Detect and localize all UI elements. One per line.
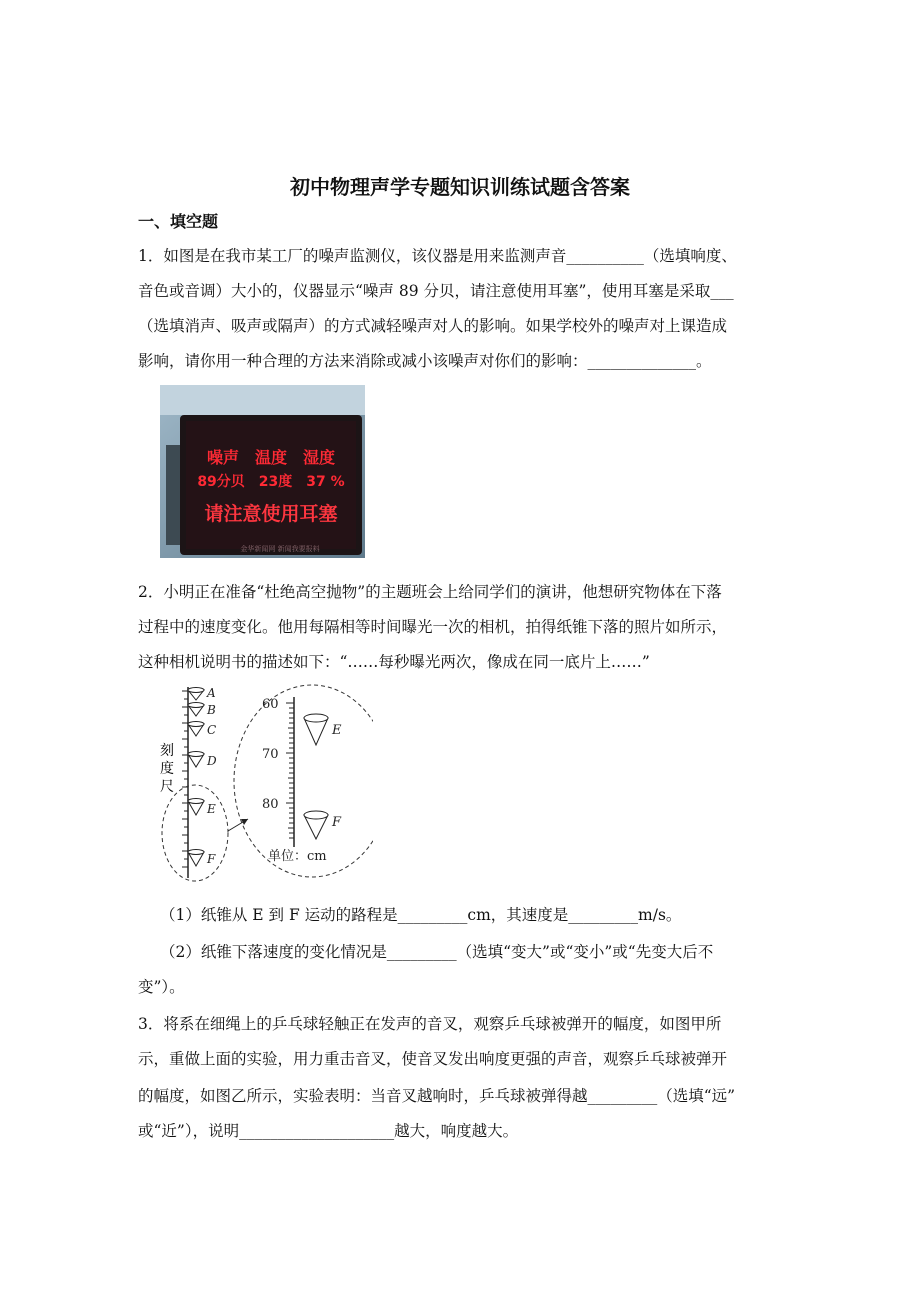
q1-line-2: 音色或音调）大小的，仪器显示“噪声 89 分贝，请注意使用耳塞”，使用耳塞是采取___ xyxy=(138,282,734,300)
zoom-tick-80: 80 xyxy=(262,797,279,812)
falling-cone-figure xyxy=(158,683,373,888)
q2-line-3: 这种相机说明书的描述如下：“……每秒曝光两次，像成在同一底片上……” xyxy=(138,653,650,671)
unit-label: 单位：cm xyxy=(268,849,327,864)
point-label-b: B xyxy=(207,703,216,717)
zoom-label-e: E xyxy=(332,723,342,738)
ruler-label-3: 尺 xyxy=(160,779,174,795)
q2-line-2: 过程中的速度变化。他用每隔相等时间曝光一次的相机，拍得纸锥下落的照片如所示， xyxy=(138,618,728,636)
sign-row-3: 请注意使用耳塞 xyxy=(204,503,338,525)
zoom-tick-70: 70 xyxy=(262,747,279,762)
q2-sub2-line-1: （2）纸锥下落速度的变化情况是_________（选填“变大”或“变小”或“先变大后不 xyxy=(160,943,714,961)
point-label-f: F xyxy=(207,852,216,866)
ruler-label-1: 刻 xyxy=(160,743,174,759)
point-label-d: D xyxy=(207,754,217,768)
section-heading: 一、填空题 xyxy=(138,212,219,231)
point-label-a: A xyxy=(207,686,216,700)
q2-sub1: （1）纸锥从 E 到 F 运动的路程是_________cm，其速度是_________m/s。 xyxy=(160,906,682,924)
q3-line-2: 示，重做上面的实验，用力重击音叉，使音叉发出响度更强的声音，观察乒乓球被弹开 xyxy=(138,1050,728,1068)
photo-caption: 金华新闻网 新闻我要报料 xyxy=(240,545,320,553)
zoom-tick-60: 60 xyxy=(262,697,279,712)
point-label-e: E xyxy=(207,802,216,816)
noise-monitor-photo xyxy=(160,385,365,558)
ruler-label-2: 度 xyxy=(160,761,174,777)
q3-line-1: 3．将系在细绳上的乒乓球轻触正在发声的音叉，观察乒乓球被弹开的幅度，如图甲所 xyxy=(138,1015,722,1033)
page-title: 初中物理声学专题知识训练试题含答案 xyxy=(290,175,630,199)
q3-line-3: 的幅度，如图乙所示，实验表明：当音叉越响时，乒乓球被弹得越_________（选填“远” xyxy=(138,1087,736,1105)
q1-line-4: 影响，请你用一种合理的方法来消除或减小该噪声对你们的影响：______________。 xyxy=(138,352,712,370)
q1-line-1: 1．如图是在我市某工厂的噪声监测仪，该仪器是用来监测声音__________（选填响度、 xyxy=(138,247,737,265)
point-label-c: C xyxy=(207,723,217,737)
q3-line-4: 或“近”），说明____________________越大，响度越大。 xyxy=(138,1122,519,1140)
sign-row-1: 噪声 温度 湿度 xyxy=(206,448,336,467)
q2-line-1: 2．小明正在准备“杜绝高空抛物”的主题班会上给同学们的演讲，他想研究物体在下落 xyxy=(138,583,722,601)
q1-line-3: （选填消声、吸声或隔声）的方式减轻噪声对人的影响。如果学校外的噪声对上课造成 xyxy=(138,317,728,335)
zoom-label-f: F xyxy=(332,815,342,830)
sign-row-2: 89分贝 23度 37 % xyxy=(197,474,345,490)
q2-sub2-line-2: 变”）。 xyxy=(138,978,185,996)
